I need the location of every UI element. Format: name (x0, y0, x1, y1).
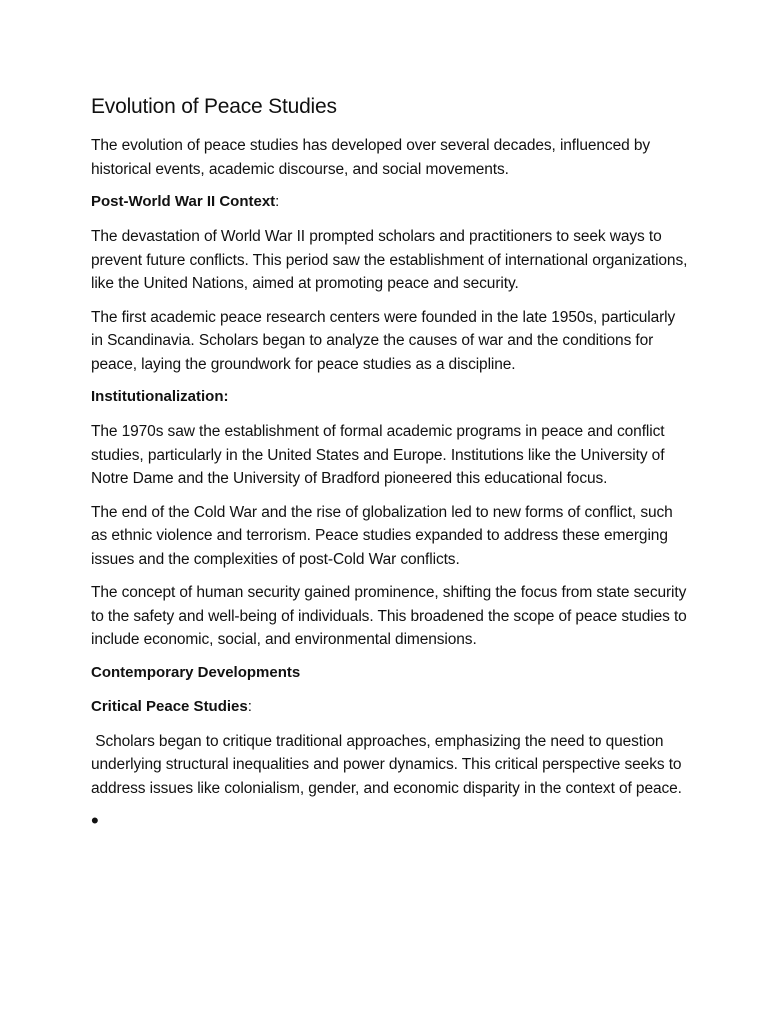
document-page (91, 92, 691, 832)
post-ww2-paragraph-1: The devastation of World War II prompted scholars and practitioners to seek ways to prevent future conflicts. This period saw the establishment of international organizations, like the United Nations, aimed at promoting peace and security. (91, 228, 688, 292)
post-ww2-paragraph-2: The first academic peace research centers were founded in the late 1950s, particularly in Scandinavia. Scholars began to analyze the causes of war and the conditions for peace, laying the groundwork for peace studies as a discipline. (91, 308, 676, 373)
institutionalization-paragraph-3: The concept of human security gained prominence, shifting the focus from state security to the safety and well-being of individuals. This broadened the scope of peace studies to include economic, social, and environmental dimensions. (91, 584, 687, 648)
section-heading-post-ww2-text: Post-World War II Context (91, 193, 276, 210)
subheading-critical-peace-studies-text: Critical Peace Studies (91, 697, 248, 715)
section-heading-contemporary: Contemporary Developments (91, 663, 301, 681)
subheading-critical-peace-studies (91, 696, 691, 718)
intro-paragraph: The evolution of peace studies has developed over several decades, influenced by historical events, academic discourse, and social movements. (91, 137, 650, 178)
subheading-critical-peace-studies-colon: : (247, 697, 252, 715)
list-bullet: • (91, 808, 99, 833)
institutionalization-paragraph-2: The end of the Cold War and the rise of globalization led to new forms of conflict, such as ethnic violence and terrorism. Peace studies expanded to address these emerging issues and the complexities of post-Cold War conflicts. (91, 503, 673, 568)
section-heading-institutionalization: Institutionalization: (91, 388, 229, 405)
section-heading-post-ww2 (91, 191, 691, 213)
critical-peace-studies-paragraph: Scholars began to critique traditional approaches, emphasizing the need to question underlying structural inequalities and power dynamics. This critical perspective seeks to address issues like colonialism, gender, and economic disparity in the context of peace. (91, 732, 686, 797)
document-title: Evolution of Peace Studies (91, 95, 337, 118)
section-heading-post-ww2-colon: : (275, 193, 280, 210)
institutionalization-paragraph-1: The 1970s saw the establishment of formal academic programs in peace and conflict studies, particularly in the United States and Europe. Institutions like the University of Notre Dame and the University of Bradford pioneered this educational focus. (91, 423, 665, 487)
